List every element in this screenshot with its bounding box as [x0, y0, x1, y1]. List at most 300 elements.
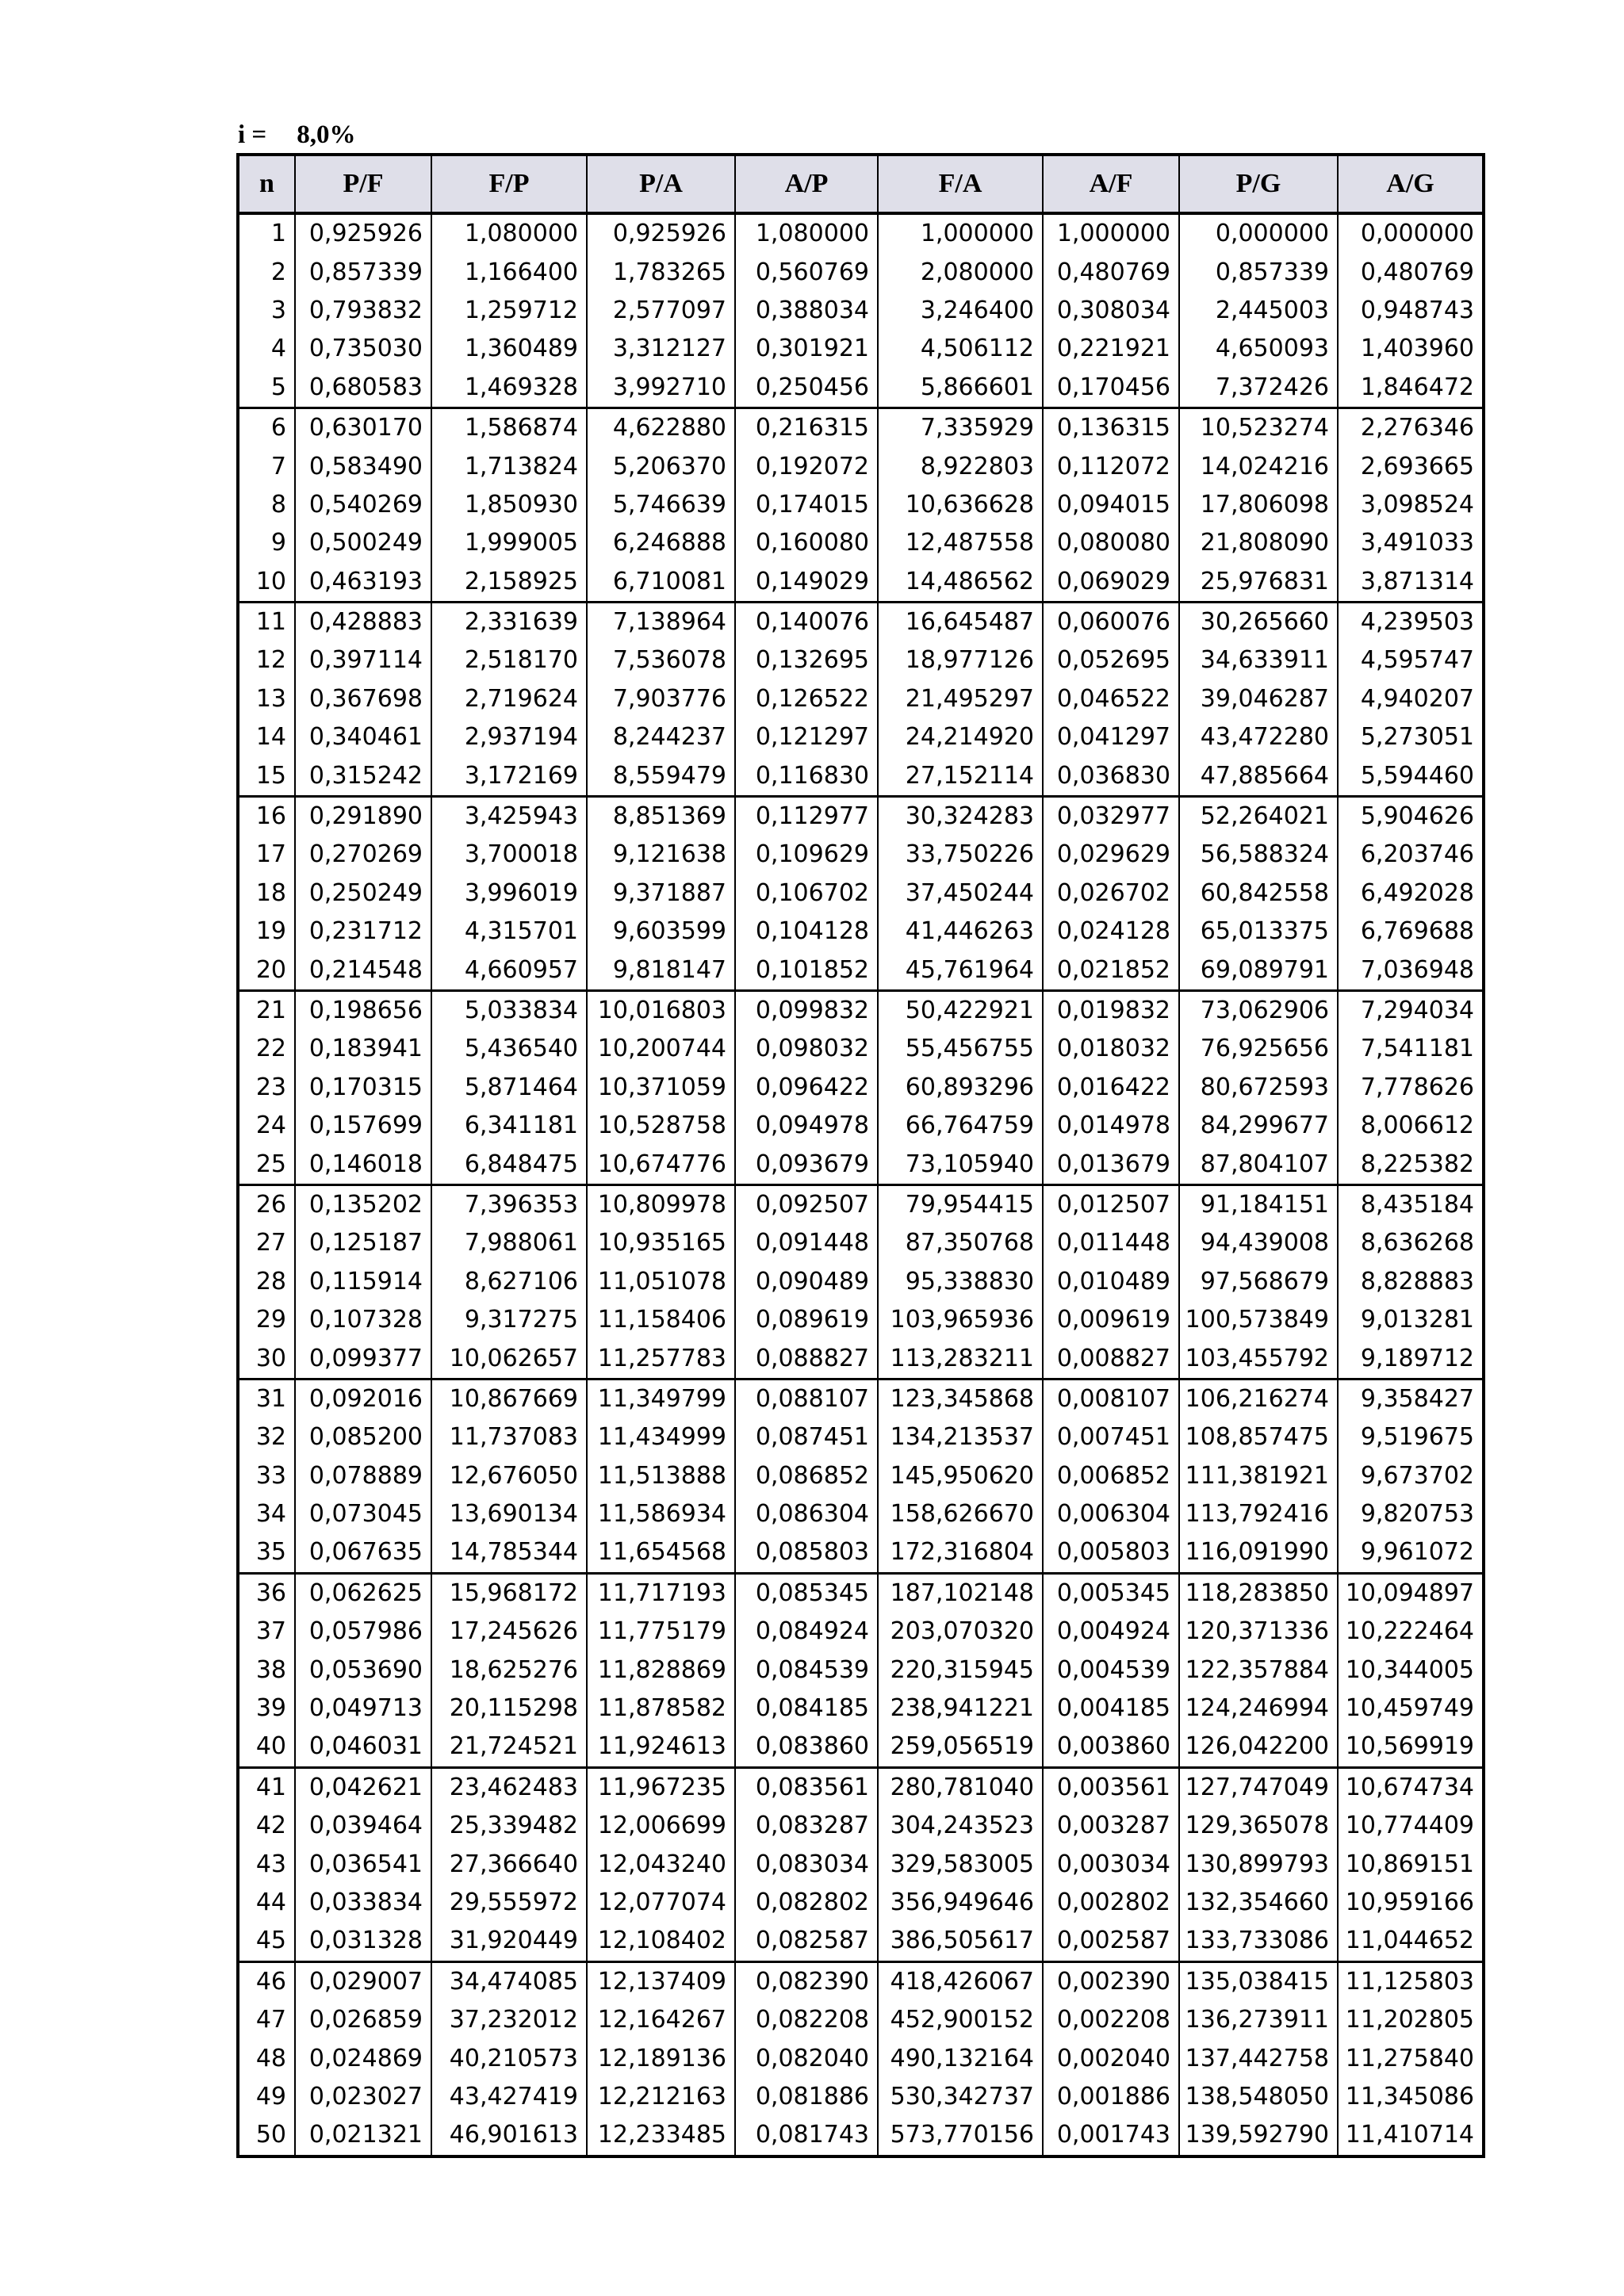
- cell-n: 24: [238, 1107, 295, 1145]
- cell-a-p: 0,121297: [735, 718, 878, 756]
- cell-f-p: 34,474085: [431, 1961, 587, 2001]
- cell-f-a: 452,900152: [878, 2001, 1043, 2039]
- cell-a-f: 0,026702: [1043, 874, 1179, 913]
- cell-a-g: 4,239503: [1338, 602, 1484, 641]
- table-row: [238, 2116, 1484, 2156]
- cell-p-g: 126,042200: [1179, 1728, 1338, 1767]
- cell-a-g: 4,595747: [1338, 641, 1484, 679]
- cell-f-a: 24,214920: [878, 718, 1043, 756]
- table-row: [238, 292, 1484, 330]
- table-row: [238, 1884, 1484, 1922]
- table-row: [238, 874, 1484, 913]
- cell-a-g: 10,869151: [1338, 1845, 1484, 1883]
- cell-n: 37: [238, 1613, 295, 1651]
- cell-p-g: 56,588324: [1179, 836, 1338, 874]
- cell-p-a: 12,164267: [587, 2001, 735, 2039]
- cell-a-g: 10,344005: [1338, 1651, 1484, 1689]
- table-row: [238, 1845, 1484, 1883]
- cell-a-g: 0,948743: [1338, 292, 1484, 330]
- cell-f-p: 23,462483: [431, 1767, 587, 1807]
- cell-a-p: 0,149029: [735, 563, 878, 603]
- cell-a-g: 9,961072: [1338, 1533, 1484, 1573]
- cell-p-a: 12,108402: [587, 1922, 735, 1961]
- cell-f-p: 29,555972: [431, 1884, 587, 1922]
- header-a-g: A/G: [1338, 155, 1484, 213]
- table-row: [238, 1767, 1484, 1807]
- table-row: [238, 1107, 1484, 1145]
- cell-a-g: 11,345086: [1338, 2078, 1484, 2116]
- cell-p-g: 103,455792: [1179, 1339, 1338, 1379]
- cell-a-g: 1,403960: [1338, 330, 1484, 368]
- cell-a-f: 0,221921: [1043, 330, 1179, 368]
- table-row: [238, 563, 1484, 603]
- cell-p-a: 11,654568: [587, 1533, 735, 1573]
- cell-p-a: 12,077074: [587, 1884, 735, 1922]
- cell-p-g: 106,216274: [1179, 1379, 1338, 1418]
- cell-n: 9: [238, 524, 295, 562]
- cell-a-p: 0,082390: [735, 1961, 878, 2001]
- table-row: [238, 1339, 1484, 1379]
- cell-f-a: 113,283211: [878, 1339, 1043, 1379]
- cell-a-f: 0,029629: [1043, 836, 1179, 874]
- cell-n: 44: [238, 1884, 295, 1922]
- cell-n: 34: [238, 1495, 295, 1533]
- table-header-row: [238, 155, 1484, 213]
- cell-a-p: 0,101852: [735, 951, 878, 990]
- cell-p-g: 84,299677: [1179, 1107, 1338, 1145]
- cell-a-f: 0,010489: [1043, 1263, 1179, 1301]
- cell-f-a: 45,761964: [878, 951, 1043, 990]
- cell-n: 50: [238, 2116, 295, 2156]
- cell-p-a: 12,137409: [587, 1961, 735, 2001]
- cell-p-f: 0,029007: [295, 1961, 431, 2001]
- cell-a-p: 0,092507: [735, 1184, 878, 1224]
- cell-a-g: 8,225382: [1338, 1145, 1484, 1184]
- cell-a-g: 3,491033: [1338, 524, 1484, 562]
- cell-p-a: 10,528758: [587, 1107, 735, 1145]
- cell-a-g: 8,006612: [1338, 1107, 1484, 1145]
- cell-a-f: 0,032977: [1043, 796, 1179, 836]
- cell-p-f: 0,231712: [295, 913, 431, 951]
- cell-p-a: 6,246888: [587, 524, 735, 562]
- cell-a-p: 0,301921: [735, 330, 878, 368]
- cell-p-f: 0,099377: [295, 1339, 431, 1379]
- cell-f-a: 18,977126: [878, 641, 1043, 679]
- cell-p-a: 10,809978: [587, 1184, 735, 1224]
- cell-a-p: 0,085803: [735, 1533, 878, 1573]
- cell-f-p: 1,999005: [431, 524, 587, 562]
- cell-a-f: 0,006304: [1043, 1495, 1179, 1533]
- cell-a-f: 0,046522: [1043, 680, 1179, 718]
- cell-p-a: 3,992710: [587, 369, 735, 408]
- cell-p-f: 0,367698: [295, 680, 431, 718]
- cell-f-p: 1,166400: [431, 253, 587, 291]
- cell-a-f: 0,002040: [1043, 2039, 1179, 2077]
- cell-p-g: 100,573849: [1179, 1301, 1338, 1339]
- cell-a-p: 0,099832: [735, 990, 878, 1030]
- cell-a-p: 0,106702: [735, 874, 878, 913]
- table-row: [238, 1573, 1484, 1613]
- cell-f-a: 386,505617: [878, 1922, 1043, 1961]
- cell-n: 23: [238, 1069, 295, 1107]
- cell-f-a: 172,316804: [878, 1533, 1043, 1573]
- cell-p-f: 0,115914: [295, 1263, 431, 1301]
- cell-f-p: 1,850930: [431, 486, 587, 524]
- cell-f-a: 259,056519: [878, 1728, 1043, 1767]
- cell-n: 3: [238, 292, 295, 330]
- cell-p-f: 0,170315: [295, 1069, 431, 1107]
- cell-n: 15: [238, 756, 295, 796]
- table-row: [238, 836, 1484, 874]
- table-row: [238, 1379, 1484, 1418]
- cell-f-a: 280,781040: [878, 1767, 1043, 1807]
- cell-a-f: 0,018032: [1043, 1030, 1179, 1068]
- cell-f-p: 3,700018: [431, 836, 587, 874]
- cell-p-a: 9,603599: [587, 913, 735, 951]
- cell-f-p: 2,719624: [431, 680, 587, 718]
- cell-a-f: 0,003561: [1043, 1767, 1179, 1807]
- cell-p-a: 10,200744: [587, 1030, 735, 1068]
- cell-n: 18: [238, 874, 295, 913]
- cell-a-p: 0,084539: [735, 1651, 878, 1689]
- cell-p-g: 21,808090: [1179, 524, 1338, 562]
- cell-a-p: 0,174015: [735, 486, 878, 524]
- cell-p-f: 0,033834: [295, 1884, 431, 1922]
- table-row: [238, 1069, 1484, 1107]
- table-row: [238, 1961, 1484, 2001]
- cell-a-f: 0,016422: [1043, 1069, 1179, 1107]
- cell-a-p: 0,083561: [735, 1767, 878, 1807]
- cell-a-f: 0,036830: [1043, 756, 1179, 796]
- cell-f-p: 1,360489: [431, 330, 587, 368]
- cell-a-p: 0,140076: [735, 602, 878, 641]
- cell-a-p: 0,089619: [735, 1301, 878, 1339]
- cell-a-p: 0,083287: [735, 1807, 878, 1845]
- cell-f-p: 18,625276: [431, 1651, 587, 1689]
- cell-f-a: 530,342737: [878, 2078, 1043, 2116]
- cell-f-a: 21,495297: [878, 680, 1043, 718]
- cell-f-a: 103,965936: [878, 1301, 1043, 1339]
- cell-f-a: 73,105940: [878, 1145, 1043, 1184]
- cell-a-p: 0,087451: [735, 1418, 878, 1456]
- table-row: [238, 1030, 1484, 1068]
- cell-p-a: 7,903776: [587, 680, 735, 718]
- cell-n: 1: [238, 213, 295, 253]
- cell-a-p: 0,116830: [735, 756, 878, 796]
- cell-a-f: 0,094015: [1043, 486, 1179, 524]
- cell-p-g: 0,857339: [1179, 253, 1338, 291]
- cell-p-f: 0,793832: [295, 292, 431, 330]
- cell-p-f: 0,046031: [295, 1728, 431, 1767]
- cell-p-g: 2,445003: [1179, 292, 1338, 330]
- cell-f-p: 21,724521: [431, 1728, 587, 1767]
- cell-p-a: 7,536078: [587, 641, 735, 679]
- cell-a-p: 0,088107: [735, 1379, 878, 1418]
- cell-p-a: 3,312127: [587, 330, 735, 368]
- table-row: [238, 990, 1484, 1030]
- rate-label: i =: [238, 121, 267, 149]
- cell-f-p: 6,341181: [431, 1107, 587, 1145]
- cell-p-a: 11,158406: [587, 1301, 735, 1339]
- cell-n: 40: [238, 1728, 295, 1767]
- cell-p-a: 11,717193: [587, 1573, 735, 1613]
- cell-a-f: 0,006852: [1043, 1457, 1179, 1495]
- cell-a-f: 0,003287: [1043, 1807, 1179, 1845]
- cell-f-a: 356,949646: [878, 1884, 1043, 1922]
- cell-a-p: 0,082040: [735, 2039, 878, 2077]
- cell-f-a: 79,954415: [878, 1184, 1043, 1224]
- table-row: [238, 253, 1484, 291]
- cell-a-f: 0,060076: [1043, 602, 1179, 641]
- cell-a-f: 0,112072: [1043, 447, 1179, 485]
- cell-p-f: 0,340461: [295, 718, 431, 756]
- cell-f-p: 1,713824: [431, 447, 587, 485]
- cell-f-p: 1,259712: [431, 292, 587, 330]
- cell-n: 39: [238, 1689, 295, 1728]
- cell-p-f: 0,057986: [295, 1613, 431, 1651]
- cell-f-p: 3,425943: [431, 796, 587, 836]
- cell-a-g: 10,094897: [1338, 1573, 1484, 1613]
- cell-a-f: 0,019832: [1043, 990, 1179, 1030]
- cell-a-g: 10,959166: [1338, 1884, 1484, 1922]
- cell-n: 42: [238, 1807, 295, 1845]
- cell-p-a: 5,206370: [587, 447, 735, 485]
- cell-a-g: 2,693665: [1338, 447, 1484, 485]
- cell-f-a: 95,338830: [878, 1263, 1043, 1301]
- cell-p-a: 11,349799: [587, 1379, 735, 1418]
- cell-f-p: 4,315701: [431, 913, 587, 951]
- cell-n: 10: [238, 563, 295, 603]
- cell-f-a: 41,446263: [878, 913, 1043, 951]
- cell-f-a: 3,246400: [878, 292, 1043, 330]
- cell-a-p: 0,096422: [735, 1069, 878, 1107]
- cell-a-g: 5,273051: [1338, 718, 1484, 756]
- cell-n: 27: [238, 1224, 295, 1262]
- cell-p-f: 0,540269: [295, 486, 431, 524]
- cell-a-p: 0,160080: [735, 524, 878, 562]
- table-row: [238, 524, 1484, 562]
- cell-p-f: 0,021321: [295, 2116, 431, 2156]
- cell-a-f: 1,000000: [1043, 213, 1179, 253]
- cell-f-a: 203,070320: [878, 1613, 1043, 1651]
- cell-a-p: 0,086852: [735, 1457, 878, 1495]
- cell-a-f: 0,001886: [1043, 2078, 1179, 2116]
- table-row: [238, 1651, 1484, 1689]
- cell-a-g: 7,036948: [1338, 951, 1484, 990]
- cell-f-a: 2,080000: [878, 253, 1043, 291]
- cell-f-p: 8,627106: [431, 1263, 587, 1301]
- cell-p-g: 91,184151: [1179, 1184, 1338, 1224]
- cell-p-f: 0,024869: [295, 2039, 431, 2077]
- cell-p-a: 1,783265: [587, 253, 735, 291]
- cell-n: 28: [238, 1263, 295, 1301]
- cell-p-a: 11,924613: [587, 1728, 735, 1767]
- cell-a-g: 9,013281: [1338, 1301, 1484, 1339]
- cell-n: 45: [238, 1922, 295, 1961]
- cell-a-g: 10,674734: [1338, 1767, 1484, 1807]
- cell-f-a: 329,583005: [878, 1845, 1043, 1883]
- table-row: [238, 2039, 1484, 2077]
- table-row: [238, 641, 1484, 679]
- cell-a-g: 11,410714: [1338, 2116, 1484, 2156]
- cell-p-g: 47,885664: [1179, 756, 1338, 796]
- cell-f-a: 220,315945: [878, 1651, 1043, 1689]
- cell-p-g: 14,024216: [1179, 447, 1338, 485]
- cell-a-g: 8,828883: [1338, 1263, 1484, 1301]
- cell-p-a: 10,016803: [587, 990, 735, 1030]
- cell-p-f: 0,630170: [295, 408, 431, 447]
- cell-f-a: 14,486562: [878, 563, 1043, 603]
- cell-p-f: 0,036541: [295, 1845, 431, 1883]
- cell-f-p: 1,080000: [431, 213, 587, 253]
- cell-p-g: 129,365078: [1179, 1807, 1338, 1845]
- cell-p-g: 60,842558: [1179, 874, 1338, 913]
- cell-a-p: 0,132695: [735, 641, 878, 679]
- cell-f-a: 60,893296: [878, 1069, 1043, 1107]
- cell-f-a: 33,750226: [878, 836, 1043, 874]
- cell-p-g: 52,264021: [1179, 796, 1338, 836]
- cell-p-g: 65,013375: [1179, 913, 1338, 951]
- cell-p-f: 0,023027: [295, 2078, 431, 2116]
- cell-a-g: 8,435184: [1338, 1184, 1484, 1224]
- cell-n: 13: [238, 680, 295, 718]
- cell-n: 26: [238, 1184, 295, 1224]
- cell-p-g: 69,089791: [1179, 951, 1338, 990]
- interest-rate-label: [238, 121, 355, 150]
- cell-n: 7: [238, 447, 295, 485]
- cell-p-f: 0,062625: [295, 1573, 431, 1613]
- table-row: [238, 718, 1484, 756]
- table-row: [238, 1224, 1484, 1262]
- cell-p-f: 0,146018: [295, 1145, 431, 1184]
- cell-p-g: 30,265660: [1179, 602, 1338, 641]
- cell-f-a: 55,456755: [878, 1030, 1043, 1068]
- cell-p-a: 10,935165: [587, 1224, 735, 1262]
- cell-p-g: 130,899793: [1179, 1845, 1338, 1883]
- cell-f-a: 134,213537: [878, 1418, 1043, 1456]
- cell-a-p: 0,216315: [735, 408, 878, 447]
- cell-p-f: 0,031328: [295, 1922, 431, 1961]
- table-row: [238, 486, 1484, 524]
- cell-a-g: 11,202805: [1338, 2001, 1484, 2039]
- cell-a-p: 0,083034: [735, 1845, 878, 1883]
- cell-f-p: 6,848475: [431, 1145, 587, 1184]
- cell-f-p: 5,871464: [431, 1069, 587, 1107]
- cell-f-a: 158,626670: [878, 1495, 1043, 1533]
- cell-p-a: 6,710081: [587, 563, 735, 603]
- cell-a-p: 0,192072: [735, 447, 878, 485]
- cell-a-p: 0,098032: [735, 1030, 878, 1068]
- cell-a-p: 0,082587: [735, 1922, 878, 1961]
- cell-n: 2: [238, 253, 295, 291]
- cell-a-f: 0,136315: [1043, 408, 1179, 447]
- cell-a-p: 0,091448: [735, 1224, 878, 1262]
- cell-a-f: 0,170456: [1043, 369, 1179, 408]
- cell-f-p: 3,996019: [431, 874, 587, 913]
- cell-f-p: 1,586874: [431, 408, 587, 447]
- cell-f-p: 2,331639: [431, 602, 587, 641]
- cell-a-g: 9,519675: [1338, 1418, 1484, 1456]
- cell-p-g: 116,091990: [1179, 1533, 1338, 1573]
- cell-n: 30: [238, 1339, 295, 1379]
- cell-p-f: 0,135202: [295, 1184, 431, 1224]
- cell-p-f: 0,428883: [295, 602, 431, 641]
- cell-p-a: 11,257783: [587, 1339, 735, 1379]
- cell-n: 16: [238, 796, 295, 836]
- cell-f-p: 3,172169: [431, 756, 587, 796]
- cell-p-g: 132,354660: [1179, 1884, 1338, 1922]
- cell-a-g: 4,940207: [1338, 680, 1484, 718]
- cell-a-f: 0,480769: [1043, 253, 1179, 291]
- cell-f-p: 17,245626: [431, 1613, 587, 1651]
- cell-a-f: 0,002802: [1043, 1884, 1179, 1922]
- cell-a-p: 0,081743: [735, 2116, 878, 2156]
- cell-p-a: 11,878582: [587, 1689, 735, 1728]
- cell-p-g: 94,439008: [1179, 1224, 1338, 1262]
- table-row: [238, 1807, 1484, 1845]
- cell-a-g: 7,778626: [1338, 1069, 1484, 1107]
- table-row: [238, 680, 1484, 718]
- cell-a-p: 0,083860: [735, 1728, 878, 1767]
- cell-n: 31: [238, 1379, 295, 1418]
- table-row: [238, 602, 1484, 641]
- cell-f-a: 10,636628: [878, 486, 1043, 524]
- cell-p-g: 7,372426: [1179, 369, 1338, 408]
- cell-p-a: 12,043240: [587, 1845, 735, 1883]
- cell-p-a: 8,851369: [587, 796, 735, 836]
- cell-a-f: 0,008107: [1043, 1379, 1179, 1418]
- cell-a-f: 0,005345: [1043, 1573, 1179, 1613]
- cell-f-a: 490,132164: [878, 2039, 1043, 2077]
- cell-a-f: 0,012507: [1043, 1184, 1179, 1224]
- table-body: [238, 213, 1484, 2156]
- cell-p-f: 0,026859: [295, 2001, 431, 2039]
- cell-a-p: 0,126522: [735, 680, 878, 718]
- cell-a-p: 0,082208: [735, 2001, 878, 2039]
- cell-n: 11: [238, 602, 295, 641]
- cell-f-p: 43,427419: [431, 2078, 587, 2116]
- cell-p-g: 124,246994: [1179, 1689, 1338, 1728]
- cell-a-g: 9,820753: [1338, 1495, 1484, 1533]
- cell-a-g: 3,098524: [1338, 486, 1484, 524]
- cell-a-f: 0,069029: [1043, 563, 1179, 603]
- cell-a-p: 0,081886: [735, 2078, 878, 2116]
- cell-a-g: 10,569919: [1338, 1728, 1484, 1767]
- cell-a-g: 0,480769: [1338, 253, 1484, 291]
- cell-a-g: 7,294034: [1338, 990, 1484, 1030]
- cell-p-g: 10,523274: [1179, 408, 1338, 447]
- cell-a-p: 0,094978: [735, 1107, 878, 1145]
- cell-p-a: 11,586934: [587, 1495, 735, 1533]
- cell-f-a: 30,324283: [878, 796, 1043, 836]
- cell-a-g: 0,000000: [1338, 213, 1484, 253]
- cell-p-g: 135,038415: [1179, 1961, 1338, 2001]
- cell-f-p: 37,232012: [431, 2001, 587, 2039]
- cell-f-p: 40,210573: [431, 2039, 587, 2077]
- cell-f-p: 7,988061: [431, 1224, 587, 1262]
- cell-a-p: 0,560769: [735, 253, 878, 291]
- cell-a-g: 9,189712: [1338, 1339, 1484, 1379]
- header-p-a: P/A: [587, 155, 735, 213]
- cell-p-a: 12,189136: [587, 2039, 735, 2077]
- cell-p-a: 10,674776: [587, 1145, 735, 1184]
- cell-p-f: 0,042621: [295, 1767, 431, 1807]
- cell-n: 47: [238, 2001, 295, 2039]
- cell-n: 14: [238, 718, 295, 756]
- cell-a-f: 0,021852: [1043, 951, 1179, 990]
- cell-f-p: 9,317275: [431, 1301, 587, 1339]
- cell-p-g: 4,650093: [1179, 330, 1338, 368]
